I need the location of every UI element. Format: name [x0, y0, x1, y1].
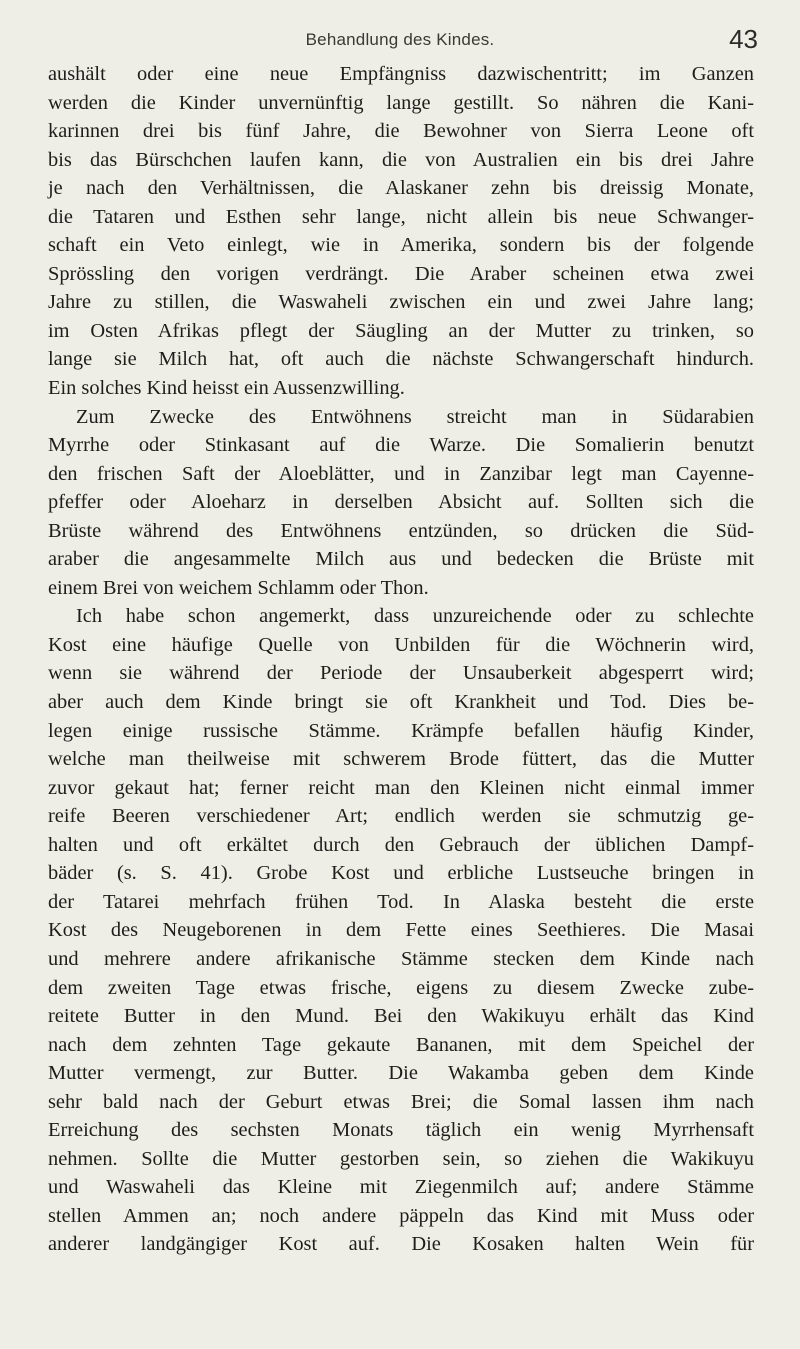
text-line: nehmen. Sollte die Mutter gestorben sein, so ziehen die Wakikuyu	[48, 1147, 754, 1170]
page-number: 43	[729, 24, 758, 54]
text-line: Sprössling den vorigen verdrängt. Die Araber scheinen etwa zwei	[48, 262, 754, 285]
text-line: aber auch dem Kinde bringt sie oft Krankheit und Tod. Dies be-	[48, 691, 754, 714]
text-line: die Tataren und Esthen sehr lange, nicht allein bis neue Schwanger-	[48, 205, 754, 228]
text-line: und mehrere andere afrikanische Stämme stecken dem Kinde nach	[48, 947, 754, 970]
text-line: schaft ein Veto einlegt, wie in Amerika, sondern bis der folgende	[48, 234, 754, 257]
text-line: nach dem zehnten Tage gekaute Bananen, mit dem Speichel der	[48, 1033, 754, 1056]
text-line: je nach den Verhältnissen, die Alaskaner zehn bis dreissig Monate,	[48, 177, 754, 200]
text-line: reife Beeren verschiedener Art; endlich werden sie schmutzig ge-	[48, 805, 754, 828]
text-line: Ein solches Kind heisst ein Aussenzwilling.	[48, 377, 405, 400]
text-line: der Tatarei mehrfach frühen Tod. In Alaska besteht die erste	[48, 890, 754, 913]
text-line: welche man theilweise mit schwerem Brode füttert, das die Mutter	[48, 748, 754, 771]
text-line: und Waswaheli das Kleine mit Ziegenmilch auf; andere Stämme	[48, 1176, 754, 1199]
text-line: bis das Bürschchen laufen kann, die von Australien ein bis drei Jahre	[48, 148, 754, 171]
text-line: pfeffer oder Aloeharz in derselben Absicht auf. Sollten sich die	[48, 491, 754, 514]
body-text	[48, 60, 754, 1259]
text-line: Mutter vermengt, zur Butter. Die Wakamba geben dem Kinde	[48, 1062, 754, 1085]
text-line: den frischen Saft der Aloeblätter, und in Zanzibar legt man Cayenne-	[48, 462, 754, 485]
text-line: halten und oft erkältet durch den Gebrauch der üblichen Dampf-	[48, 833, 754, 856]
paragraph-start-line: Zum Zwecke des Entwöhnens streicht man in Südarabien	[76, 405, 754, 428]
text-line: stellen Ammen an; noch andere päppeln das Kind mit Muss oder	[48, 1204, 754, 1227]
text-line: Myrrhe oder Stinkasant auf die Warze. Die Somalierin benutzt	[48, 434, 754, 457]
text-line: Kost eine häufige Quelle von Unbilden für die Wöchnerin wird,	[48, 633, 754, 656]
text-line: karinnen drei bis fünf Jahre, die Bewohner von Sierra Leone oft	[48, 120, 754, 143]
paragraph-start-line: Ich habe schon angemerkt, dass unzureichende oder zu schlechte	[76, 605, 754, 628]
text-line: reitete Butter in den Mund. Bei den Wakikuyu erhält das Kind	[48, 1005, 754, 1028]
text-line: anderer landgängiger Kost auf. Die Kosaken halten Wein für	[48, 1233, 754, 1256]
text-line: zuvor gekaut hat; ferner reicht man den Kleinen nicht einmal immer	[48, 776, 754, 799]
text-line: werden die Kinder unvernünftig lange gestillt. So nähren die Kani-	[48, 91, 754, 114]
text-line: im Osten Afrikas pflegt der Säugling an der Mutter zu trinken, so	[48, 319, 754, 342]
text-line: sehr bald nach der Geburt etwas Brei; die Somal lassen ihm nach	[48, 1090, 754, 1113]
text-line: einem Brei von weichem Schlamm oder Thon.	[48, 576, 429, 599]
text-line: legen einige russische Stämme. Krämpfe befallen häufig Kinder,	[48, 719, 754, 742]
text-line: Brüste während des Entwöhnens entzünden, so drücken die Süd-	[48, 519, 754, 542]
running-head	[40, 22, 760, 52]
text-line: lange sie Milch hat, oft auch die nächste Schwangerschaft hindurch.	[48, 348, 754, 371]
running-title: Behandlung des Kindes.	[305, 30, 495, 49]
text-line: Erreichung des sechsten Monats täglich ein wenig Myrrhensaft	[48, 1119, 754, 1142]
text-line: wenn sie während der Periode der Unsauberkeit abgesperrt wird;	[48, 662, 754, 685]
text-line: aushält oder eine neue Empfängniss dazwischentritt; im Ganzen	[48, 63, 754, 85]
text-line: bäder (s. S. 41). Grobe Kost und erbliche Lustseuche bringen in	[48, 862, 754, 885]
text-line: araber die angesammelte Milch aus und bedecken die Brüste mit	[48, 548, 754, 571]
text-line: Kost des Neugeborenen in dem Fette eines Seethieres. Die Masai	[48, 919, 754, 942]
text-line: dem zweiten Tage etwas frische, eigens zu diesem Zwecke zube-	[48, 976, 754, 999]
text-line: Jahre zu stillen, die Waswaheli zwischen ein und zwei Jahre lang;	[48, 291, 754, 314]
